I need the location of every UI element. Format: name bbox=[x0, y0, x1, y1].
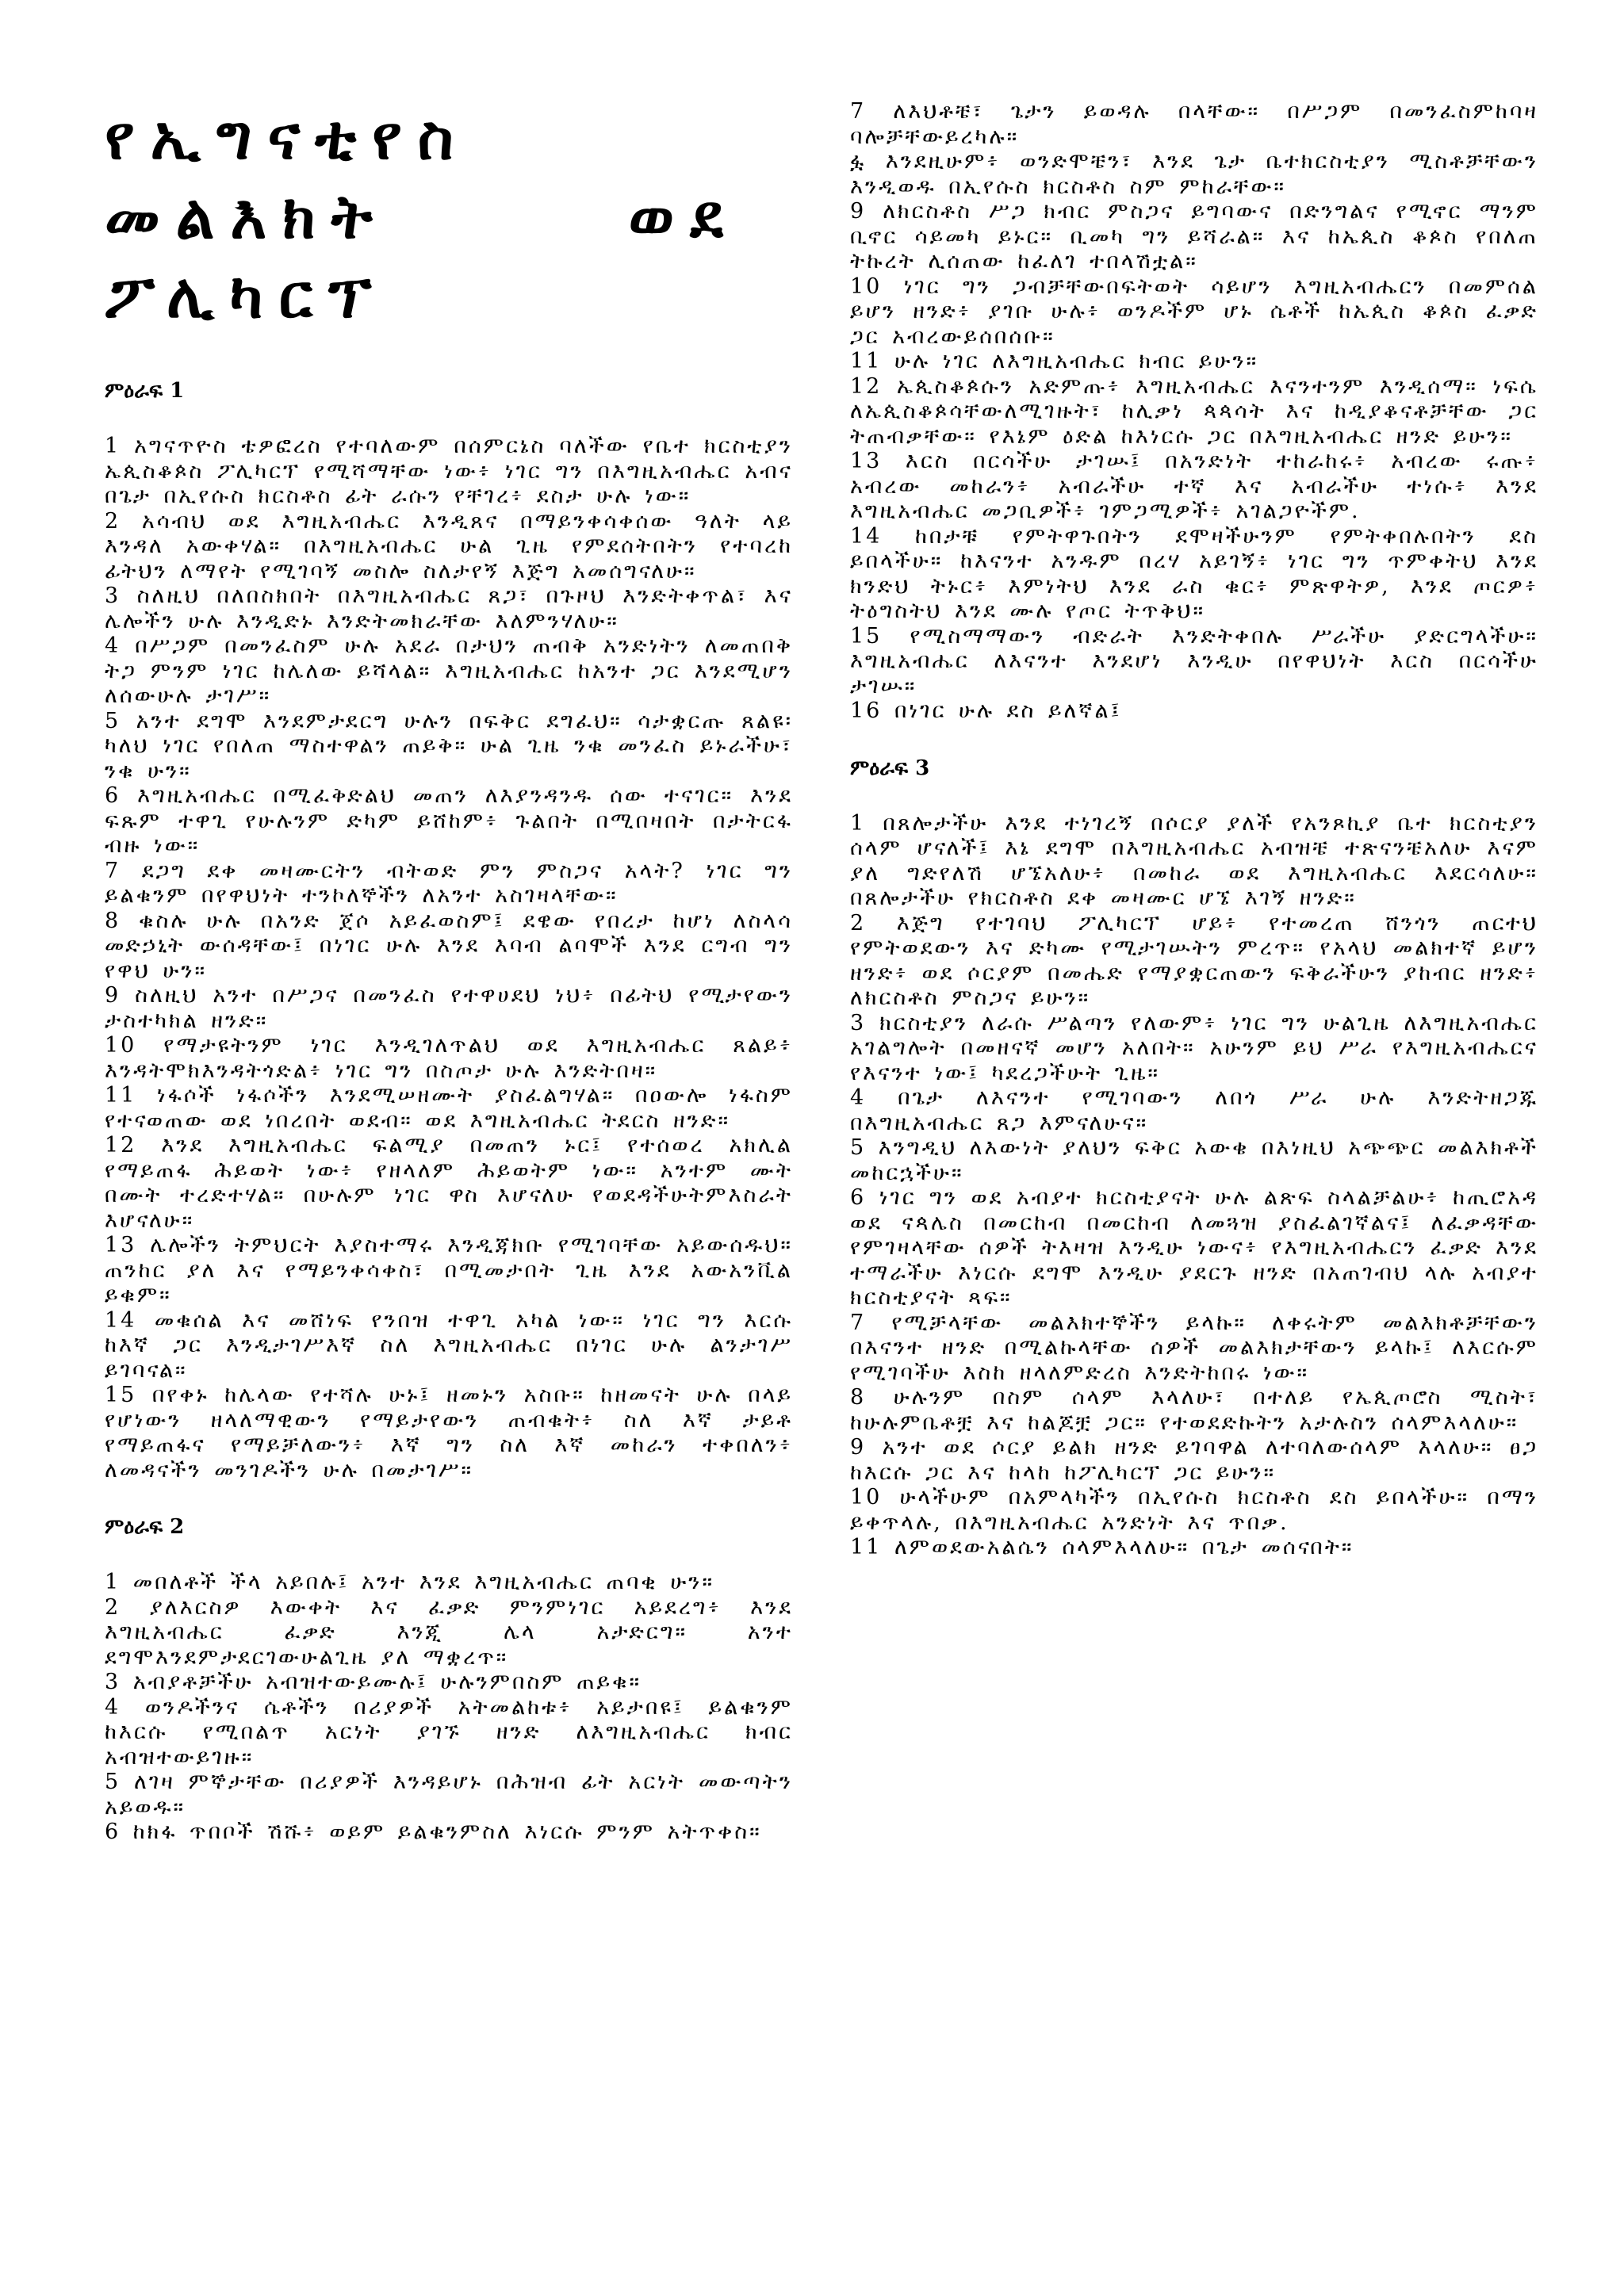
verse: 8 ሁሉንም በስም ሰላም እላለሁ፣ በተለይ የኤጲጦሮስ ሚስት፣ ከሁሉምቤቶቿ እና ከልጆቿ ጋር። የተወደድኩትን አታሉስን ሰላምእላለሁ። bbox=[850, 1385, 1538, 1435]
verse: 2 አሳብህ ወደ እግዚአብሔር እንዲጸና በማይንቀሳቀሰው ዓለት ላይ እንዳለ አውቀሃል። በእግዚአብሔር ሁል ጊዜ የምደሰትበትን የተባረከ ፊትህን ለማየት የሚገባኝ መስሎ ስለታየኝ እጅግ አመሰግናለሁ። bbox=[105, 508, 793, 584]
verse: 3 አብያቶቻችሁ አብዝተውይሙሉ፤ ሁሉንምበስም ጠይቁ። bbox=[105, 1670, 642, 1694]
chapter-1 bbox=[105, 378, 793, 1483]
verse: 5 ለገዛ ምኞታቸው በሪያዎች እንዳይሆኑ በሕዝብ ፊት አርነት መውጣትን አይወዱ። bbox=[105, 1770, 793, 1820]
title-line-2-word-2: ወደ bbox=[628, 182, 739, 253]
verse: 13 እርስ በርሳችሁ ታገሡ፤ በአንድነት ተከራከሩ፥ አብረው ሩጡ፥ አብረው መከራን፥ አብራችሁ ተኛ እና አብራችሁ ተነሱ፥ እንደ እግዚአብሔር መጋቢዎች፥ ገምጋሚዎች፥ አገልጋዮችም. bbox=[850, 449, 1538, 523]
document-title bbox=[105, 99, 793, 337]
verse: 2 ያለእርስዎ እውቀት እና ፈቃድ ምንምነገር አይደረግ፥ እንደ እግዚአብሔር ፈቃድ እንጂ ሌላ አታድርግ። አንተ ደግሞእንደምታደርገውሁልጊዜ ያለ ማቋረጥ። bbox=[105, 1594, 793, 1670]
verse: 6 ነገር ግን ወደ አብያተ ክርስቲያናት ሁሉ ልጽፍ ስላልቻልሁ፥ ከጢሮአዳ ወደ ናጳሌስ በመርከብ በመርከብ ለመጓዝ ያስፈልገኛልና፤ ለፈቃዳቸው የምገዛላቸው ሰዎች ትእዛዝ እንዲሁ ነውና፥ የእግዚአብሔርን ፈቃድ እንደ ተማራችሁ እነርሱ ደግሞ እንዲሁ ያደርጉ ዘንድ በአጠገብህ ላሉ አብያተ ክርስቲያናት ጻፍ። bbox=[850, 1185, 1538, 1310]
verse: ፏ እንደዚሁም፥ ወንድሞቼን፣ እንደ ጌታ ቤተክርስቲያን ሚስቶቻቸውን እንዲወዱ በኢየሱስ ክርስቶስ ስም ምከራቸው። bbox=[850, 149, 1538, 199]
verse: 6 እግዚአብሔር በሚፈቅድልህ መጠን ለእያንዳንዱ ሰው ተናገር። እንደ ፍጹም ተዋጊ የሁሉንም ድካም ይሸከም፥ ጉልበት በሚበዛበት በታትርፋ ብዙ ነው። bbox=[105, 783, 793, 858]
title-line-3: ፖሊካርፕ bbox=[105, 262, 388, 332]
verse: 13 ሌሎችን ትምህርት እያስተማሩ እንዲጃክቡ የሚገባቸው አይውሰዱህ። ጠንከር ያለ እና የማይንቀሳቀስ፣ በሚመታበት ጊዜ እንደ አውአንቪል ይቁም። bbox=[105, 1233, 793, 1307]
verse: 11 ለምወደውአልሴን ሰላምእላለሁ። በጌታ መሰናበት። bbox=[850, 1535, 1354, 1559]
verse: 7 ደጋግ ደቀ መዛሙርትን ብትወድ ምን ምስጋና አላት? ነገር ግን ይልቁንም በየዋህነት ተንኮለኞችን ለአንተ አስገዛላቸው። bbox=[105, 858, 793, 908]
verse: 7 ለእህቶቼ፣ ጌታን ይወዳሉ በላቸው። በሥጋም በመንፈስምከባዛ ባሎቻቸውይረካሉ። bbox=[850, 99, 1538, 149]
chapter-2 bbox=[105, 1514, 793, 1845]
title-line-2 bbox=[105, 178, 739, 258]
verse: 5 አንተ ደግሞ እንደምታደርግ ሁሉን በፍቅር ደግፈህ። ሳታቋርጡ ጸልዩ፡ ካለህ ነገር የበለጠ ማስተዋልን ጠይቅ። ሁል ጊዜ ንቁ መንፈስ ይኑራችሁ፣ ንቁ ሁን። bbox=[105, 708, 793, 783]
verse: 16 በነገር ሁሉ ደስ ይለኛል፤ bbox=[850, 698, 1122, 723]
verse: 7 የሚቻላቸው መልእክተኞችን ይላኩ። ለቀሩትም መልእክቶቻቸውን በእናንተ ዘንድ በሚልኩላቸው ሰዎች መልእክታቸውን ይላኩ፤ ለእርሱም የሚገባችሁ እስከ ዘላለምድረስ እንድትከበሩ ነው። bbox=[850, 1310, 1538, 1385]
verse: 9 ስለዚህ አንተ በሥጋና በመንፈስ የተዋሀደህ ነህ፥ በፊትህ የሚታየውን ታስተካክል ዘንድ። bbox=[105, 983, 793, 1033]
verse: 1 አግናጥዮስ ቴዎፎረስ የተባለውም በሰምርኔስ ባለችው የቤተ ክርስቲያን ኤጲስቆጶስ ፖሊካርፕ የሚሻማቸው ነው፥ ነገር ግን በእግዚአብሔር አብና በጌታ በኢየሱስ ክርስቶስ ፊት ራሱን የቸገረ፥ ደስታ ሁሉ ነው። bbox=[105, 434, 793, 508]
verse: 12 ኤጲስቆጶሱን አድምጡ፥ እግዚአብሔር እናንተንም እንዲሰማ። ነፍሴ ለኤጲስቆጶሳቸውለሚገዙት፣ ከሊቃነ ጳጳሳት እና ከዲያቆናቶቻቸው ጋር ትጠብቃቸው። የእኔም ዕድል ከእነርሱ ጋር በእግዚአብሔር ዘንድ ይሁን። bbox=[850, 373, 1538, 449]
verse: 10 ነገር ግን ጋብቻቸውበፍትወት ሳይሆን እግዚአብሔርን በመምሰል ይሆን ዘንድ፥ ያገቡ ሁሉ፥ ወንዶችም ሆኑ ሴቶች ከኤጲስ ቆጶስ ፈቃድ ጋር አብረውይሰበሰቡ። bbox=[850, 274, 1538, 349]
verse: 1 መበለቶች ችላ አይበሉ፤ አንተ እንደ እግዚአብሔር ጠባቂ ሁን። bbox=[105, 1570, 715, 1594]
verse: 2 እጅግ የተገባህ ፖሊካርፕ ሆይ፥ የተመረጠ ሸንጎን ጠርተህ የምትወደውን እና ድካሙ የሚታገሡትን ምረጥ። የአላህ መልክተኛ ይሆን ዘንድ፥ ወደ ሶርያም በመሔድ የማያቋርጠውን ፍቅራችሁን ያከብር ዘንድ፥ ለክርስቶስ ምስጋና ይሁን። bbox=[850, 910, 1538, 1010]
verse: 12 እንደ እግዚአብሔር ፍልሚያ በመጠን ኑር፤ የተሰወረ አክሊል የማይጠፋ ሕይወት ነው፥ የዘላለም ሕይወትም ነው። አንተም ሙት በሙት ተረድተሃል። በሁሉም ነገር ዋስ እሆናለሁ የወደዳችሁትምእስራት እሆናለሁ። bbox=[105, 1133, 793, 1233]
chapter-3-heading: ምዕራፍ 3 bbox=[850, 756, 930, 780]
verse: 1 በጸሎታችሁ እንደ ተነገረኝ በሶርያ ያለች የአንጾኪያ ቤተ ክርስቲያን ሰላም ሆናለች፤ እኔ ደግሞ በእግዚአብሔር አብዝቼ ተጽናንቼአለሁ እናም ያለ ግድየለሽ ሆኜአለሁ፥ በመከራ ወደ እግዚአብሔር እደርሳለሁ። በጸሎታችሁ የክርስቶስ ደቀ መዛሙር ሆኜ እገኝ ዘንድ። bbox=[850, 810, 1538, 910]
chapter-2-continued bbox=[850, 99, 1538, 724]
verse: 14 ከበታቹ የምትዋጉበትን ደሞዛችሁንም የምትቀበሉበትን ደስ ይበላችሁ። ከእናንተ አንዱም በረሃ አይገኝ፥ ነገር ግን ጥምቀትህ እንደ ክንድህ ትኑር፥ እምነትህ እንደ ራስ ቁር፥ ምጽዋትዎ, እንደ ጦርዎ፥ ትዕግስትህ እንደ ሙሉ የጦር ትጥቅህ። bbox=[850, 523, 1538, 623]
verse: 6 ከክፋ ጥበቦች ሽሹ፥ ወይም ይልቁንምስለ እነርሱ ምንም አትጥቀስ። bbox=[105, 1820, 762, 1844]
verse: 4 በጌታ ለእናንተ የሚገባውን ለበጎ ሥራ ሁሉ እንድትዘጋጁ በእግዚአብሔር ጸጋ እምናለሁና። bbox=[850, 1085, 1538, 1135]
verse: 9 ለክርስቶስ ሥጋ ክብር ምስጋና ይግባውና በድንግልና የሚኖር ማንም ቢኖር ሳይመካ ይኑር። ቢመካ ግን ይሻራል። እና ከኤጲስ ቆጶስ የበለጠ ትኩረት ሊሰጠው ከፈለገ ተበላሽቷል። bbox=[850, 199, 1538, 274]
verse: 3 ክርስቲያን ለራሱ ሥልጣን የለውም፥ ነገር ግን ሁልጊዜ ለእግዚአብሔር አገልግሎት በመዘናኛ መሆን አለበት። አሁንም ይህ ሥራ የእግዚአብሔርና የእናንተ ነው፤ ካደረጋችሁት ጊዜ። bbox=[850, 1010, 1538, 1085]
verse: 10 ሁላችሁም በአምላካችን በኢየሱስ ክርስቶስ ደስ ይበላችሁ። በማን ይቀጥላሉ, በእግዚአብሔር አንድነት እና ጥበቃ. bbox=[850, 1485, 1538, 1535]
chapter-3 bbox=[850, 756, 1538, 1560]
left-column bbox=[105, 99, 793, 1877]
verse: 8 ቁስሉ ሁሉ በአንድ ጀሶ አይፈወስም፤ ደዌው የበረታ ከሆነ ለስላሳ መድኃኒት ውሰዳቸው፤ በነገር ሁሉ እንደ እባብ ልባሞች እንደ ርግብ ግን የዋህ ሁን። bbox=[105, 908, 793, 983]
verse: 3 ስለዚህ በለበስክበት በእግዚአብሔር ጸጋ፣ በጉዞህ እንድትቀጥል፣ እና ሌሎችን ሁሉ እንዲድኑ እንድትመክራቸው እለምንሃለሁ። bbox=[105, 584, 793, 633]
verse: 9 አንተ ወደ ሶርያ ይልክ ዘንድ ይገባዋል ለተባለውሰላም እላለሁ። ፀጋ ከእርሱ ጋር እና ከላከ ከፖሊካርፕ ጋር ይሁን። bbox=[850, 1435, 1538, 1485]
title-line-1: የኢግናቲየስ bbox=[105, 103, 469, 174]
title-line-2-word-1: መልእክት bbox=[105, 182, 389, 253]
verse: 15 የሚስማማውን ብድራት እንድትቀበሉ ሥራችሁ ያድርግላችሁ። እግዚአብሔር ለእናንተ እንደሆነ እንዲሁ በየዋህነት እርስ በርሳችሁ ታገሡ። bbox=[850, 623, 1538, 698]
chapter-1-heading: ምዕራፍ 1 bbox=[105, 379, 185, 403]
verse: 5 እንግዲህ ለእውነት ያለህን ፍቅር አውቄ በእነዚህ አጭጭር መልእክቶች መከርኋችሁ። bbox=[850, 1135, 1538, 1185]
verse: 4 ወንዶችንና ሴቶችን በሪያዎች አትመልከቱ፥ አይታበዩ፤ ይልቁንም ከእርሱ የሚበልጥ አርነት ያገኙ ዘንድ ለእግዚአብሔር ክብር አብዝተውይገዙ። bbox=[105, 1694, 793, 1770]
verse: 11 ነፋሶች ነፋሶችን እንደሚሠዘሙት ያስፈልግሃል። በዐውሎ ነፋስም የተናወጠው ወደ ነበረበት ወደብ። ወደ እግዚአብሔር ትደርስ ዘንድ። bbox=[105, 1083, 793, 1133]
verse: 14 መቁሰል እና መሸነፍ የንበዝ ተዋጊ አካል ነው። ነገር ግን እርሱ ከእኛ ጋር እንዲታገሥእኛ ስለ እግዚአብሔር በነገር ሁሉ ልንታገሥ ይገባናል። bbox=[105, 1307, 793, 1383]
verse: 15 በየቀኑ ከሌላው የተሻሉ ሁኑ፤ ዘመኑን አስቡ። ከዘመናት ሁሉ በላይ የሆነውን ዘላለማዊውን የማይታየውን ጠብቁት፥ ስለ እኛ ታይቶ የማይጠፋና የማይቻለውን፥ እኛ ግን ስለ እኛ መከራን ተቀበለን፥ ለመዳናችን መንገዶችን ሁሉ በመታገሥ። bbox=[105, 1383, 793, 1483]
right-column bbox=[850, 99, 1538, 1592]
verse: 10 የማታዩትንም ነገር እንዲገለጥልህ ወደ እግዚአብሔር ጸልይ፥ እንዳትሞክእንዳትጎድል፥ ነገር ግን በስጦታ ሁሉ እንድትበዛ። bbox=[105, 1033, 793, 1083]
chapter-2-heading: ምዕራፍ 2 bbox=[105, 1515, 185, 1539]
verse: 11 ሁሉ ነገር ለእግዚአብሔር ክብር ይሁን። bbox=[850, 349, 1259, 373]
verse: 4 በሥጋም በመንፈስም ሁሉ አደራ በታህን ጠብቅ አንድነትን ለመጠበቅ ትጋ ምንም ነገር ከሌለው ይሻላል። እግዚአብሔር ከአንተ ጋር እንደሚሆን ለሰውሁሉ ታገሥ። bbox=[105, 633, 793, 708]
